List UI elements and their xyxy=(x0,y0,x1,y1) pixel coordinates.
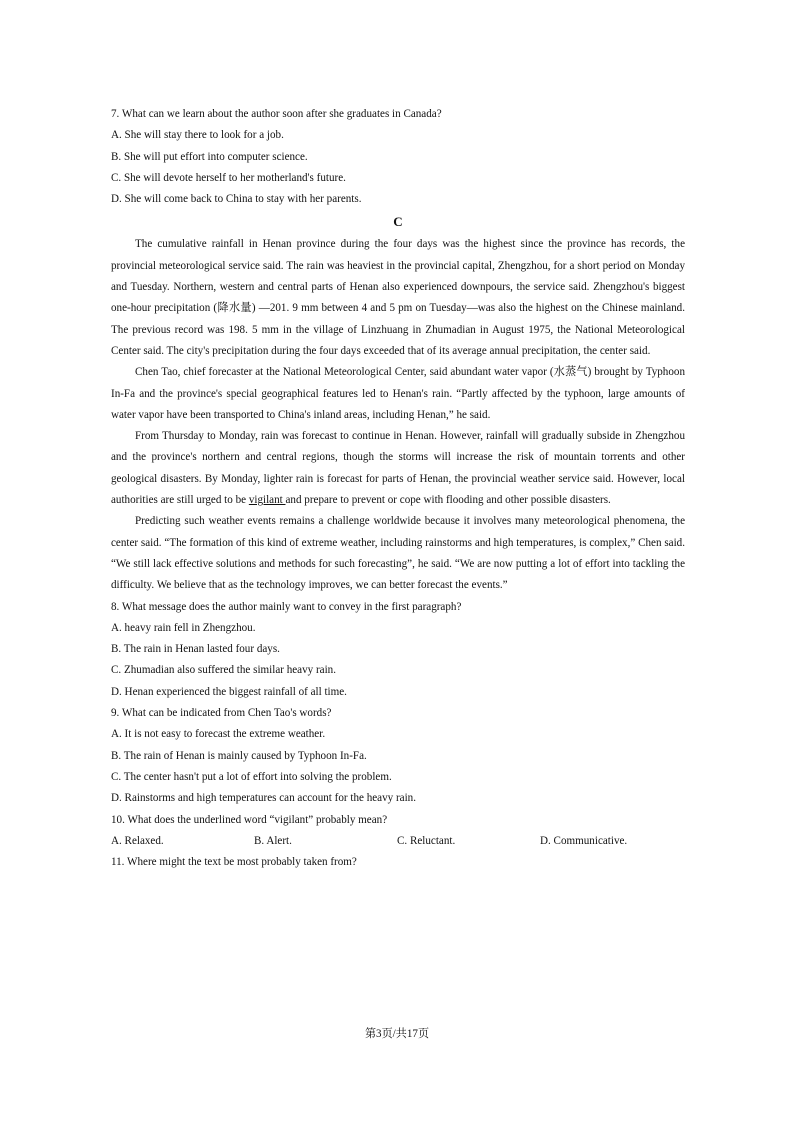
q8-option-a: A. heavy rain fell in Zhengzhou. xyxy=(111,621,256,634)
question-9: 9. What can be indicated from Chen Tao's words? xyxy=(111,707,332,720)
q7-option-a: A. She will stay there to look for a job. xyxy=(111,129,284,142)
q8-option-d: D. Henan experienced the biggest rainfall of all time. xyxy=(111,685,347,698)
q9-option-a: A. It is not easy to forecast the extreme weather. xyxy=(111,728,326,741)
passage-paragraph-4: Predicting such weather events remains a challenge worldwide because it involves many meteorological phenomena, the center said. “The formation of this kind of extreme weather, including rainstorms and high temperatures, is complex,” Chen said. “We still lack effective solutions and methods for such forecasting”, he said. “We are now putting a lot of effort into tackling the difficulty. We believe that as the technology improves, we can better forecast the events.” xyxy=(111,515,685,592)
q9-option-c: C. The center hasn't put a lot of effort into solving the problem. xyxy=(111,770,392,783)
q10-option-a: A. Relaxed. xyxy=(111,834,164,847)
page-content xyxy=(111,104,685,873)
q8-option-c: C. Zhumadian also suffered the similar heavy rain. xyxy=(111,664,336,677)
question-10: 10. What does the underlined word “vigilant” probably mean? xyxy=(111,813,388,826)
q9-option-b: B. The rain of Henan is mainly caused by Typhoon In-Fa. xyxy=(111,749,367,762)
q8-option-b: B. The rain in Henan lasted four days. xyxy=(111,643,280,656)
passage-paragraph-3 xyxy=(111,426,685,511)
page-number-footer: 第3页/共17页 xyxy=(364,1028,430,1040)
section-label: C xyxy=(393,214,403,230)
question-7: 7. What can we learn about the author soon after she graduates in Canada? xyxy=(111,108,442,120)
q10-option-d: D. Communicative. xyxy=(540,834,628,847)
q10-options-row xyxy=(111,831,685,852)
question-11: 11. Where might the text be most probably taken from? xyxy=(111,856,357,869)
p3-text-before: From Thursday to Monday, rain was forecast to continue in Henan. However, rainfall will gradually subside in Zhengzhou and the province's northern and central regions, though the storms will increase the risk of mountain torrents and other geological disasters. By Monday, lighter rain is forecast for parts of Henan, the provincial weather service said. However, local authorities are still urged to be xyxy=(111,430,685,507)
q7-option-b: B. She will put effort into computer science. xyxy=(111,150,308,163)
underlined-word-vigilant: vigilant xyxy=(248,494,286,507)
passage-paragraph-2: Chen Tao, chief forecaster at the National Meteorological Center, said abundant water vapor (水蒸气) brought by Typhoon In-Fa and the province's special geographical features led to Henan's rain. “Partly affected by the typhoon, large amounts of water vapor have been transported to China's inland areas, including Henan,” he said. xyxy=(111,366,685,421)
passage-paragraph-1: The cumulative rainfall in Henan province during the four days was the highest since the province has records, the provincial meteorological service said. The rain was heaviest in the provincial capital, Zhengzhou, for a short period on Monday and Tuesday. Northern, western and central parts of Henan also experienced downpours, the service said. Zhengzhou's biggest one-hour precipitation (降水量) —201. 9 mm between 4 and 5 pm on Tuesday—was also the highest on the Chinese mainland. The previous record was 198. 5 mm in the village of Linzhuang in Zhumadian in August 1975, the National Meteorological Center said. The city's precipitation during the four days exceeded that of its average annual precipitation, the center said. xyxy=(111,238,685,357)
q7-option-c: C. She will devote herself to her motherland's future. xyxy=(111,171,346,184)
q10-option-b: B. Alert. xyxy=(254,834,292,847)
q10-option-c: C. Reluctant. xyxy=(397,834,456,847)
q7-option-d: D. She will come back to China to stay with her parents. xyxy=(111,193,362,206)
q9-option-d: D. Rainstorms and high temperatures can account for the heavy rain. xyxy=(111,792,416,805)
question-8: 8. What message does the author mainly want to convey in the first paragraph? xyxy=(111,600,462,613)
p3-text-after: and prepare to prevent or cope with flooding and other possible disasters. xyxy=(285,494,611,507)
